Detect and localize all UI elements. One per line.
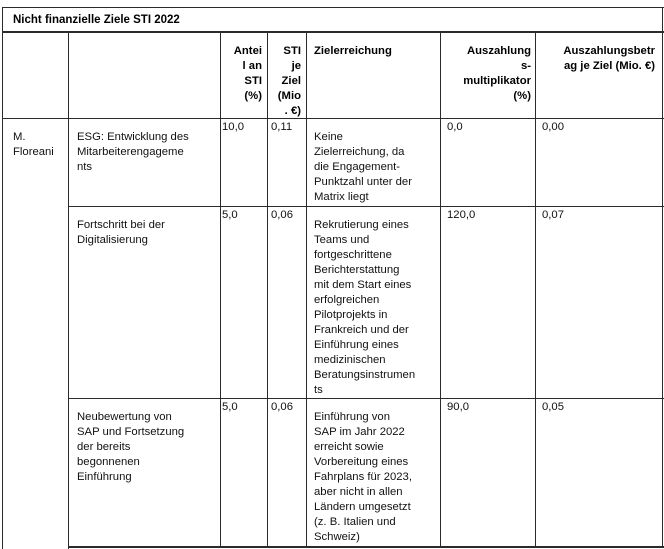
col-divider-1 xyxy=(68,32,69,549)
row1-betrag: 0,00 xyxy=(542,121,564,133)
row3-anteil: 5,0 xyxy=(222,401,238,413)
col-divider-4 xyxy=(306,32,307,548)
row-separator-1 xyxy=(68,206,664,207)
col-divider-5 xyxy=(440,32,441,548)
row1-anteil: 10,0 xyxy=(222,121,244,133)
row3-betrag: 0,05 xyxy=(542,401,564,413)
header-multiplikator: Auszahlung s- multiplikator (%) xyxy=(463,45,531,102)
col-divider-6 xyxy=(535,32,536,548)
row3-ziel: Neubewertung von SAP und Fortsetzung der bereits begonnenen Einführung xyxy=(77,411,185,483)
top-border xyxy=(2,7,664,8)
header-sti-je-ziel: STI je Ziel (Mio . €) xyxy=(277,45,301,117)
row2-betrag: 0,07 xyxy=(542,209,564,221)
table-title: Nicht finanzielle Ziele STI 2022 xyxy=(13,14,180,26)
row2-sti: 0,06 xyxy=(271,209,293,221)
header-anteil: Antei l an STI (%) xyxy=(233,45,262,102)
row1-ziel: ESG: Entwicklung des Mitarbeiterengageme nts xyxy=(77,131,189,173)
row1-erreichung: Keine Zielerreichung, da die Engagement- Punktzahl unter der Matrix liegt xyxy=(314,131,412,203)
row1-multiplikator: 0,0 xyxy=(447,121,463,133)
header-zielerreichung: Zielerreichung xyxy=(314,45,392,57)
row2-ziel: Fortschritt bei der Digitalisierung xyxy=(77,219,165,246)
row2-erreichung: Rekrutierung eines Teams und fortgeschrittene Berichterstattung mit dem Start eines erfolgreichen Pilotprojekts in Frankreich und der Einführung eines medizinischen Beratungsinstrumen ts xyxy=(314,219,416,396)
row3-erreichung: Einführung von SAP im Jahr 2022 erreicht sowie Vorbereitung eines Fahrplans für 2023, aber nicht in allen Ländern umgesetzt (z. B. Italien und Schweiz) xyxy=(314,411,412,543)
row3-multiplikator: 90,0 xyxy=(447,401,469,413)
row3-sti: 0,06 xyxy=(271,401,293,413)
row2-multiplikator: 120,0 xyxy=(447,209,476,221)
header-separator xyxy=(2,118,664,119)
row2-anteil: 5,0 xyxy=(222,209,238,221)
col-divider-2 xyxy=(220,32,221,548)
left-border xyxy=(2,7,3,549)
person-name: M. Floreani xyxy=(13,131,54,158)
bottom-border xyxy=(68,546,664,548)
title-separator-double xyxy=(2,32,664,33)
right-border xyxy=(662,7,663,548)
header-betrag: Auszahlungsbetr ag je Ziel (Mio. €) xyxy=(563,45,655,72)
row-separator-2 xyxy=(68,398,664,399)
row1-sti: 0,11 xyxy=(271,121,293,133)
